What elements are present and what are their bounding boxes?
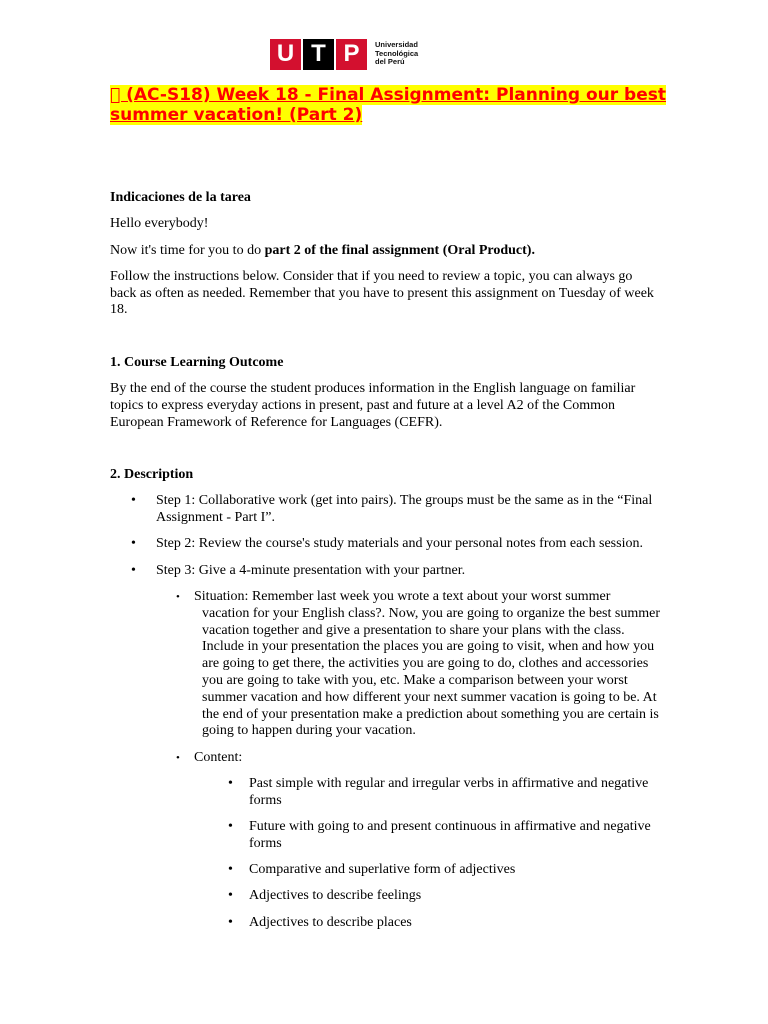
logo-line-3: del Perú xyxy=(375,57,405,67)
page-title xyxy=(110,86,670,125)
step-item: • Step 3: Give a 4-minute presentation with your partner. xyxy=(110,563,660,580)
content-topic: • Comparative and superlative form of adjectives xyxy=(110,862,660,879)
assignment-body xyxy=(110,190,660,941)
situation-text: Situation: Remember last week you wrote a text about your worst summer vacation for your English class?. Now, you are going to organize the best summer vacation together and give a presentation to share your plans with the class. Include in your presentation the places you are going to visit, when and how you are going to get there, the activities you are going to do, clothes and accessories you are going to take with you, etc. Make a comparison between your worst summer vacation and how different your next summer vacation is going to be. At the end of your presentation make a prediction about something you are certain is going to happen during your vacation. xyxy=(194,588,660,739)
logo-letter-u: U xyxy=(270,39,301,70)
steps-list xyxy=(110,493,660,579)
step-item: • Step 2: Review the course's study materials and your personal notes from each session. xyxy=(110,536,660,553)
content-topics-list xyxy=(110,776,660,932)
content-topic: • Adjectives to describe places xyxy=(110,915,660,932)
page-title-text: (AC-S18) Week 18 - Final Assignment: Planning our best summer vacation! (Part 2) xyxy=(110,85,666,125)
time-paragraph xyxy=(110,243,660,260)
section2-heading: 2. Description xyxy=(110,466,194,482)
content-label: Content: xyxy=(194,749,243,765)
content-topic: • Adjectives to describe feelings xyxy=(110,888,660,905)
instructions-paragraph: Follow the instructions below. Consider that if you need to review a topic, you can always go back as often as needed. Remember that you have to present this assignment on Tuesday of week 18. xyxy=(110,268,654,318)
greeting: Hello everybody! xyxy=(110,216,209,232)
logo-line-1: Universidad xyxy=(375,40,418,50)
time-bold: part 2 of the final assignment (Oral Product). xyxy=(264,242,535,258)
step-item: • Step 1: Collaborative work (get into pairs). The groups must be the same as in the “Final Assignment - Part I”. xyxy=(110,493,660,527)
intro-heading: Indicaciones de la tarea xyxy=(110,190,251,205)
section1-body: By the end of the course the student produces information in the English language on familiar topics to express everyday actions in present, past and future at a level A2 of the Common European Framework of Reference for Languages (CEFR). xyxy=(110,381,636,430)
content-topic: • Past simple with regular and irregular verbs in affirmative and negative forms xyxy=(110,776,660,810)
section1-heading: 1. Course Learning Outcome xyxy=(110,354,284,370)
time-prefix: Now it's time for you to do xyxy=(110,242,265,258)
content-item xyxy=(110,750,660,767)
logo-letter-t: T xyxy=(303,39,334,70)
logo-line-2: Tecnológica xyxy=(375,48,419,58)
step3-details-list xyxy=(110,589,660,766)
situation-item xyxy=(110,589,660,740)
utp-logo xyxy=(270,38,418,70)
logo-wordmark xyxy=(375,41,418,67)
content-topic: • Future with going to and present continuous in affirmative and negative forms xyxy=(110,819,660,853)
logo-letter-p: P xyxy=(336,39,367,70)
